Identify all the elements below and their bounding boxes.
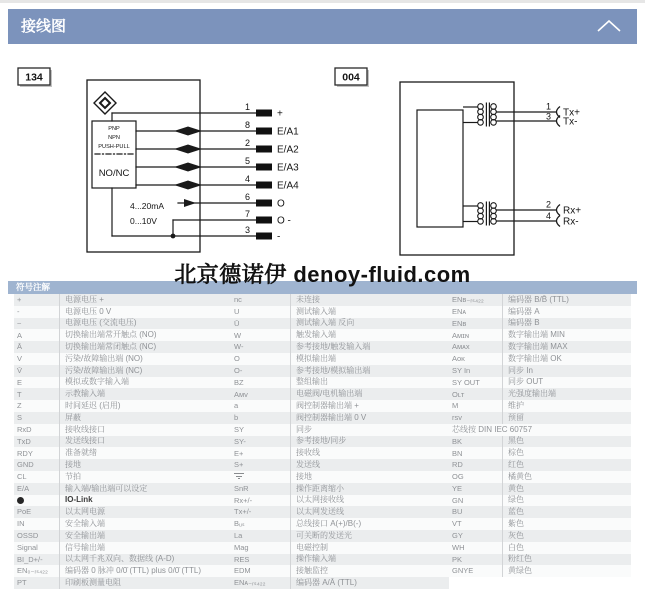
svg-text:E/A3: E/A3 (277, 162, 299, 174)
legend-row (449, 318, 631, 330)
legend-symbol: Mag (234, 542, 249, 552)
legend-description: 测试输入端 反向 (290, 318, 449, 330)
legend-description: 印刷板测量电阻 (59, 577, 231, 589)
legend-symbol: RD (452, 460, 463, 470)
legend-description: 电源电压 (交流电压) (59, 318, 231, 330)
legend-row (14, 518, 231, 530)
legend-symbol: EDM (234, 566, 251, 576)
svg-text:8: 8 (244, 120, 250, 130)
legend-symbol: U (234, 306, 240, 316)
legend-symbol: Aᴍɪɴ (452, 330, 469, 340)
legend-description: 电源电压 0 V (59, 306, 231, 318)
legend-row (231, 353, 449, 365)
legend-symbol: PK (452, 554, 463, 564)
legend-symbol: SY In (452, 365, 471, 375)
legend-row (231, 459, 449, 471)
legend-symbol: RDY (17, 448, 33, 458)
legend-description: 编码器 B (502, 318, 631, 330)
legend-symbol: BN (452, 448, 463, 458)
legend-symbol: BI_D+/- (17, 554, 43, 564)
legend-row (231, 424, 449, 436)
legend-description: 未连接 (290, 294, 449, 306)
legend-row (449, 329, 631, 341)
transformer-bottom-icon (478, 202, 497, 226)
diagram-134 (18, 68, 299, 252)
legend-description: 接地 (290, 471, 449, 483)
legend-symbol: PT (17, 578, 27, 588)
legend-symbol: Aᴍᴀx (452, 342, 470, 352)
legend-row (449, 294, 631, 306)
legend-description: 示教输入端 (59, 388, 231, 400)
legend-row (231, 377, 449, 389)
legend-description: 电磁阀/电机输出端 (290, 388, 449, 400)
legend-symbol: S+ (234, 460, 244, 470)
diagram-004 (335, 68, 581, 255)
legend-description: 同步 OUT (502, 377, 631, 389)
legend-description: 接地 (59, 459, 231, 471)
svg-text:PUSH-PULL: PUSH-PULL (98, 144, 130, 150)
legend-row (231, 495, 449, 507)
legend-row (14, 542, 231, 554)
legend-symbol: BZ (234, 377, 244, 387)
legend-description: 数字输出端 OK (502, 353, 631, 365)
legend-symbol: EN₀₋ᵣₛ₄₂₂ (17, 566, 48, 576)
legend-row (14, 318, 231, 330)
legend-row (14, 294, 231, 306)
pin-numbers (245, 102, 250, 235)
legend-row (449, 365, 631, 377)
legend-description: 棕色 (502, 447, 631, 459)
legend-row (14, 424, 231, 436)
legend-description: 操作距离缩小 (290, 483, 449, 495)
legend-row (231, 412, 449, 424)
legend-description: 编码器 B/B̄ (TTL) (502, 294, 631, 306)
legend-description: 节拍 (59, 471, 231, 483)
legend-description: 参考接地/模拟输出端 (290, 365, 449, 377)
legend-row (231, 306, 449, 318)
electronics-block (417, 110, 463, 227)
legend-row (449, 388, 631, 400)
legend-row (231, 388, 449, 400)
pin-number: 3 (545, 111, 551, 122)
legend-description: 蓝色 (502, 506, 631, 518)
legend-symbol: Rx+/- (234, 495, 253, 505)
legend-row (231, 577, 449, 589)
proximity-sensor-icon (94, 92, 116, 114)
legend-symbol: BK (452, 436, 463, 446)
wire-junction-dot (171, 234, 176, 239)
legend-symbol: PoE (17, 507, 32, 517)
legend-row (449, 518, 631, 530)
section-title: 接线图 (21, 18, 67, 35)
legend-symbol: ENʙ₋ᵣₛ₄₂₂ (452, 295, 484, 305)
legend-symbol: GND (17, 460, 34, 470)
legend-row (231, 471, 449, 483)
legend-symbol: BU (452, 507, 463, 517)
legend-description: 切换输出端常闭触点 (NC) (59, 341, 231, 353)
legend-symbol: E (17, 377, 23, 387)
legend-symbol: O- (234, 365, 243, 375)
legend-description: IO-Link (59, 495, 231, 507)
legend-row (449, 530, 631, 542)
legend-symbol (14, 495, 59, 507)
bidirectional-arrows (174, 127, 202, 208)
legend-description: 编码器 A (502, 306, 631, 318)
legend-row (231, 447, 449, 459)
legend-row (14, 400, 231, 412)
legend-description: 污染/故障输出端 (NO) (59, 353, 231, 365)
legend-description: 电源电压 + (59, 294, 231, 306)
legend-table (14, 294, 631, 589)
legend-symbol: + (17, 295, 22, 305)
pin-labels (277, 109, 299, 243)
legend-description: 操作输入端 (290, 554, 449, 566)
transformer-top-icon (478, 103, 497, 127)
legend-row (14, 506, 231, 518)
legend-description: 切换输出端常开触点 (NO) (59, 329, 231, 341)
legend-row (14, 412, 231, 424)
pin-label: Tx- (563, 116, 578, 128)
legend-symbol (231, 471, 290, 483)
pin-label: Rx+ (563, 205, 582, 217)
svg-text:134: 134 (25, 71, 43, 84)
terminal-pins (256, 110, 272, 240)
legend-symbol: OSSD (17, 531, 39, 541)
legend-symbol: GNYE (452, 566, 474, 576)
legend-row (14, 353, 231, 365)
legend-column-1 (14, 294, 231, 589)
svg-text:3: 3 (244, 225, 250, 235)
analog-range-current: 4...20mA (130, 201, 165, 211)
svg-text:1: 1 (244, 102, 250, 112)
legend-row (231, 294, 449, 306)
output-arrow (184, 199, 196, 207)
legend-description: 黄色 (502, 483, 631, 495)
svg-text:5: 5 (244, 156, 250, 166)
legend-symbol: SY (234, 424, 245, 434)
legend-description: 预留 (502, 412, 631, 424)
legend-symbol: W (234, 330, 242, 340)
legend-description: 准备就绪 (59, 447, 231, 459)
legend-description: 总线接口 A(+)/B(-) (290, 518, 449, 530)
legend-symbol: SnR (234, 483, 249, 493)
legend-row (14, 495, 231, 507)
legend-description: 光强度输出端 (502, 388, 631, 400)
legend-description: 发送线 (290, 459, 449, 471)
svg-text:E/A1: E/A1 (277, 126, 299, 138)
legend-description: 接收线接口 (59, 424, 231, 436)
legend-symbol: Tx+/- (234, 507, 252, 517)
legend-description: 以太网接收线 (290, 495, 449, 507)
legend-symbol: E+ (234, 448, 244, 458)
output-stage-box (92, 121, 136, 188)
legend-description: 白色 (502, 542, 631, 554)
legend-row (231, 436, 449, 448)
legend-symbol: La (234, 531, 243, 541)
legend-row (14, 341, 231, 353)
legend-symbol: V̄ (17, 365, 23, 375)
legend-row (14, 577, 231, 589)
legend-row (449, 495, 631, 507)
legend-description: 整组输出 (290, 377, 449, 389)
legend-row (231, 365, 449, 377)
legend-description: 编码器 A/Ā (TTL) (290, 577, 449, 589)
svg-text:E/A4: E/A4 (277, 180, 299, 192)
legend-row (449, 341, 631, 353)
legend-description: 接触监控 (290, 565, 449, 577)
legend-description: 安全输出端 (59, 530, 231, 542)
connector-socket-icon (557, 216, 561, 227)
legend-row (14, 436, 231, 448)
legend-description: 以太网发送线 (290, 506, 449, 518)
legend-symbol: TxD (17, 436, 31, 446)
legend-description: 维护 (502, 400, 631, 412)
legend-row (231, 400, 449, 412)
legend-row (449, 447, 631, 459)
legend-symbol: GY (452, 531, 463, 541)
legend-symbol: ENᴀ₋ᵣₛ₄₂₂ (234, 578, 266, 588)
connector-socket-icon (557, 205, 561, 216)
ground-icon (234, 473, 244, 481)
legend-symbol: V (17, 354, 23, 364)
legend-description: 灰色 (502, 530, 631, 542)
legend-row (449, 400, 631, 412)
io-link-icon (17, 497, 24, 504)
legend-symbol: RES (234, 554, 250, 564)
legend-row (449, 483, 631, 495)
legend-symbol: VT (452, 519, 462, 529)
legend-row (231, 483, 449, 495)
legend-row (449, 377, 631, 389)
legend-symbol: rsv (452, 413, 462, 423)
legend-description: 发送线接口 (59, 436, 231, 448)
legend-row (449, 506, 631, 518)
legend-description: 同步 (290, 424, 449, 436)
legend-description: 触发输入端 (290, 329, 449, 341)
legend-symbol: RxD (17, 424, 32, 434)
legend-description: 绿色 (502, 495, 631, 507)
pin-label: Tx+ (563, 107, 580, 119)
legend-row (231, 554, 449, 566)
legend-row (449, 412, 631, 424)
legend-symbol: Signal (17, 542, 38, 552)
legend-symbol: Z (17, 401, 22, 411)
watermark: 北京德诺伊 denoy-fluid.com (174, 262, 471, 287)
legend-description: 模拟或数字输入端 (59, 377, 231, 389)
legend-description: 输入端/输出端可以设定 (59, 483, 231, 495)
svg-text:4: 4 (244, 174, 250, 184)
legend-row (14, 377, 231, 389)
legend-description: 屏蔽 (59, 412, 231, 424)
pin-number: 4 (545, 211, 551, 221)
pin-label: Rx- (563, 216, 579, 228)
legend-description: 安全输入端 (59, 518, 231, 530)
legend-row (449, 554, 631, 566)
legend-row (231, 506, 449, 518)
legend-description: 信号输出端 (59, 542, 231, 554)
legend-symbol: Aᴏᴋ (452, 354, 465, 364)
legend-symbol: E/A (17, 483, 30, 493)
legend-row (231, 318, 449, 330)
legend-row (231, 518, 449, 530)
legend-description: 测试输入端 (290, 306, 449, 318)
svg-text:NO/NC: NO/NC (98, 168, 130, 179)
svg-text:-: - (277, 231, 281, 243)
legend-row (231, 542, 449, 554)
legend-symbol: ~ (17, 318, 22, 328)
legend-row (449, 459, 631, 471)
diagram-id-badge (335, 68, 369, 87)
legend-description: 黄绿色 (502, 565, 631, 577)
legend-symbol: Oʟᴛ (452, 389, 465, 399)
legend-row (449, 542, 631, 554)
legend-row (231, 565, 449, 577)
legend-description: 时间延迟 (启用) (59, 400, 231, 412)
legend-symbol: SY OUT (452, 377, 480, 387)
legend-symbol: T (17, 389, 22, 399)
legend-description: 粉红色 (502, 554, 631, 566)
legend-row (14, 530, 231, 542)
legend-description: 电磁控制 (290, 542, 449, 554)
analog-range-voltage: 0...10V (130, 216, 157, 226)
diagram-id-badge (18, 68, 52, 87)
legend-description: 红色 (502, 459, 631, 471)
legend-symbol: S (17, 413, 23, 423)
legend-description: 以太网千兆双向、数据线 (A-D) (59, 554, 231, 566)
legend-symbol: SY- (234, 436, 246, 446)
diagram-area (0, 0, 645, 262)
legend-row (449, 471, 631, 483)
svg-text:7: 7 (244, 209, 250, 219)
legend-symbol: GN (452, 495, 464, 505)
legend-column-3 (449, 294, 631, 577)
legend-symbol: CL (17, 472, 27, 482)
legend-symbol: Ā (17, 342, 23, 352)
legend-symbol: WH (452, 542, 465, 552)
legend-symbol: Aᴍᴠ (234, 389, 248, 399)
legend-symbol: - (17, 306, 20, 316)
legend-row (14, 306, 231, 318)
legend-title: 符号注解 (16, 282, 51, 292)
legend-description: 编码器 0 脉冲 0/0̄ (TTL) plus 0/0̄ (TTL) (59, 565, 231, 577)
pin-number: 2 (545, 199, 551, 210)
legend-description: 模拟输出端 (290, 353, 449, 365)
legend-column-2 (231, 294, 449, 589)
legend-row (14, 554, 231, 566)
svg-text:O: O (277, 198, 285, 210)
legend-description: 接收线 (290, 447, 449, 459)
legend-symbol: nc (234, 295, 242, 305)
legend-description: 阀控制器输出端 + (290, 400, 449, 412)
legend-symbol: ENʙ (452, 318, 467, 328)
legend-row (231, 530, 449, 542)
legend-row (14, 329, 231, 341)
legend-row (14, 565, 231, 577)
svg-text:6: 6 (244, 192, 250, 202)
legend-description: 数字输出端 MAX (502, 341, 631, 353)
legend-description: 阀控制器输出端 0 V (290, 412, 449, 424)
legend-symbol: W- (234, 342, 244, 352)
svg-text:004: 004 (342, 71, 360, 84)
legend-description: 污染/故障输出端 (NC) (59, 365, 231, 377)
svg-text:2: 2 (244, 138, 250, 148)
legend-symbol: Bᵤₛ (234, 519, 245, 529)
legend-description: 参考接地/同步 (290, 436, 449, 448)
legend-description: 数字输出端 MIN (502, 329, 631, 341)
legend-section-title: 芯线按 DIN IEC 60757 (452, 424, 533, 434)
legend-row (449, 565, 631, 577)
svg-text:O -: O - (277, 215, 291, 227)
svg-text:NPN: NPN (108, 135, 120, 141)
svg-text:+: + (277, 108, 283, 120)
legend-symbol: YE (452, 483, 463, 493)
legend-row (231, 329, 449, 341)
legend-symbol: O (234, 354, 240, 364)
pin-number: 1 (545, 101, 551, 112)
rx-wires (463, 206, 556, 222)
svg-text:E/A2: E/A2 (277, 144, 299, 156)
legend-description: 紫色 (502, 518, 631, 530)
svg-text:PNP: PNP (108, 126, 120, 132)
legend-symbol: M (452, 401, 459, 411)
legend-symbol: A (17, 330, 23, 340)
legend-row (14, 483, 231, 495)
legend-symbol: IN (17, 519, 25, 529)
legend-description: 以太网电源 (59, 506, 231, 518)
legend-section-row (449, 424, 631, 436)
legend-symbol: b (234, 413, 239, 423)
legend-description: 同步 In (502, 365, 631, 377)
legend-symbol: a (234, 401, 239, 411)
legend-symbol: OG (452, 472, 464, 482)
tx-wires (463, 107, 556, 123)
legend-description: 橘黄色 (502, 471, 631, 483)
legend-description: 可关断的发送光 (290, 530, 449, 542)
legend-row (14, 471, 231, 483)
legend-row (14, 388, 231, 400)
legend-description: 黑色 (502, 436, 631, 448)
legend-row (14, 365, 231, 377)
legend-row (449, 436, 631, 448)
legend-row (14, 459, 231, 471)
legend-row (14, 447, 231, 459)
legend-description: 参考接地/触发输入端 (290, 341, 449, 353)
legend-row (449, 306, 631, 318)
legend-row (449, 353, 631, 365)
legend-symbol: ENᴀ (452, 306, 467, 316)
legend-row (231, 341, 449, 353)
legend-symbol: Ū (234, 318, 240, 328)
